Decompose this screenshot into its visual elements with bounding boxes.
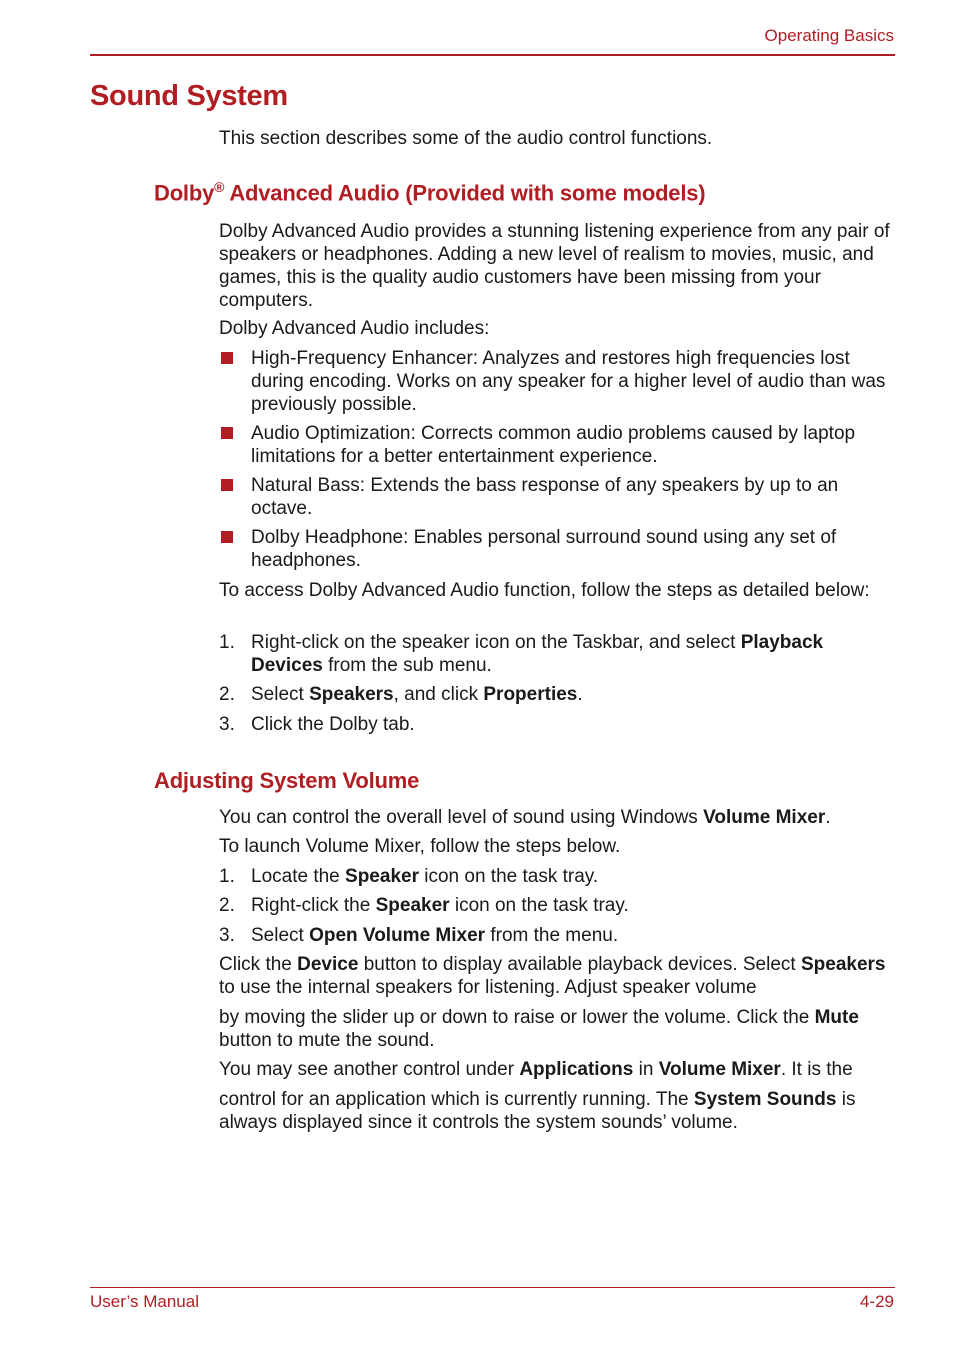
dolby-step-1: 1. Right-click on the speaker icon on the Taskbar, and select Playback Devices from the sub menu. bbox=[219, 632, 824, 676]
footer-rule bbox=[90, 1287, 895, 1288]
list-item: Audio Optimization: Corrects common audio problems caused by laptop limitations for a better entertainment experience. bbox=[219, 422, 899, 468]
page-number: 4-29 bbox=[859, 1292, 894, 1311]
dolby-access-intro: To access Dolby Advanced Audio function, follow the steps as detailed below: bbox=[219, 580, 870, 601]
bullet-square-icon bbox=[221, 352, 233, 364]
list-item: Dolby Headphone: Enables personal surround sound using any set of headphones. bbox=[219, 526, 899, 572]
page-title: Sound System bbox=[90, 80, 288, 112]
bullet-square-icon bbox=[221, 479, 233, 491]
volume-paragraph-5: You may see another control under Applications in Volume Mixer. It is the bbox=[219, 1059, 853, 1080]
bullet-square-icon bbox=[221, 427, 233, 439]
dolby-step-3: 3. Click the Dolby tab. bbox=[219, 714, 415, 735]
volume-paragraph-6: control for an application which is currently running. The System Sounds is always displayed since it controls the system sounds’ volume. bbox=[219, 1089, 856, 1133]
dolby-step-2: 2. Select Speakers, and click Properties. bbox=[219, 684, 583, 705]
dolby-heading-text: Advanced Audio (Provided with some models) bbox=[224, 180, 706, 206]
dolby-heading bbox=[154, 179, 705, 206]
volume-paragraph-1: You can control the overall level of sound using Windows Volume Mixer. bbox=[219, 807, 831, 828]
bullet-square-icon bbox=[221, 531, 233, 543]
volume-step-3: 3. Select Open Volume Mixer from the menu. bbox=[219, 925, 619, 946]
header-rule bbox=[90, 54, 895, 56]
running-header: Operating Basics bbox=[764, 26, 894, 45]
volume-paragraph-2: To launch Volume Mixer, follow the steps below. bbox=[219, 836, 621, 857]
volume-step-1: 1. Locate the Speaker icon on the task tray. bbox=[219, 866, 599, 887]
footer-manual-title: User’s Manual bbox=[90, 1292, 199, 1311]
intro-paragraph: This section describes some of the audio control functions. bbox=[219, 128, 713, 149]
volume-step-2: 2. Right-click the Speaker icon on the task tray. bbox=[219, 895, 629, 916]
registered-mark: ® bbox=[214, 179, 225, 195]
volume-paragraph-4: by moving the slider up or down to raise or lower the volume. Click the Mute button to mute the sound. bbox=[219, 1007, 859, 1051]
list-item: Natural Bass: Extends the bass response of any speakers by up to an octave. bbox=[219, 474, 899, 520]
list-item: High-Frequency Enhancer: Analyzes and restores high frequencies lost during encoding. Works on any speaker for a higher level of audio than was previously possible. bbox=[219, 347, 899, 416]
volume-paragraph-3: Click the Device button to display available playback devices. Select Speakers to use the internal speakers for listening. Adjust speaker volume bbox=[219, 954, 886, 998]
volume-heading: Adjusting System Volume bbox=[154, 768, 420, 793]
dolby-includes: Dolby Advanced Audio includes: bbox=[219, 318, 490, 339]
dolby-heading-brand: Dolby bbox=[154, 180, 215, 206]
dolby-description: Dolby Advanced Audio provides a stunning listening experience from any pair of speakers or headphones. Adding a new level of realism to movies, music, and games, this is the quality audio customers have been missing from your computers. bbox=[219, 221, 890, 311]
